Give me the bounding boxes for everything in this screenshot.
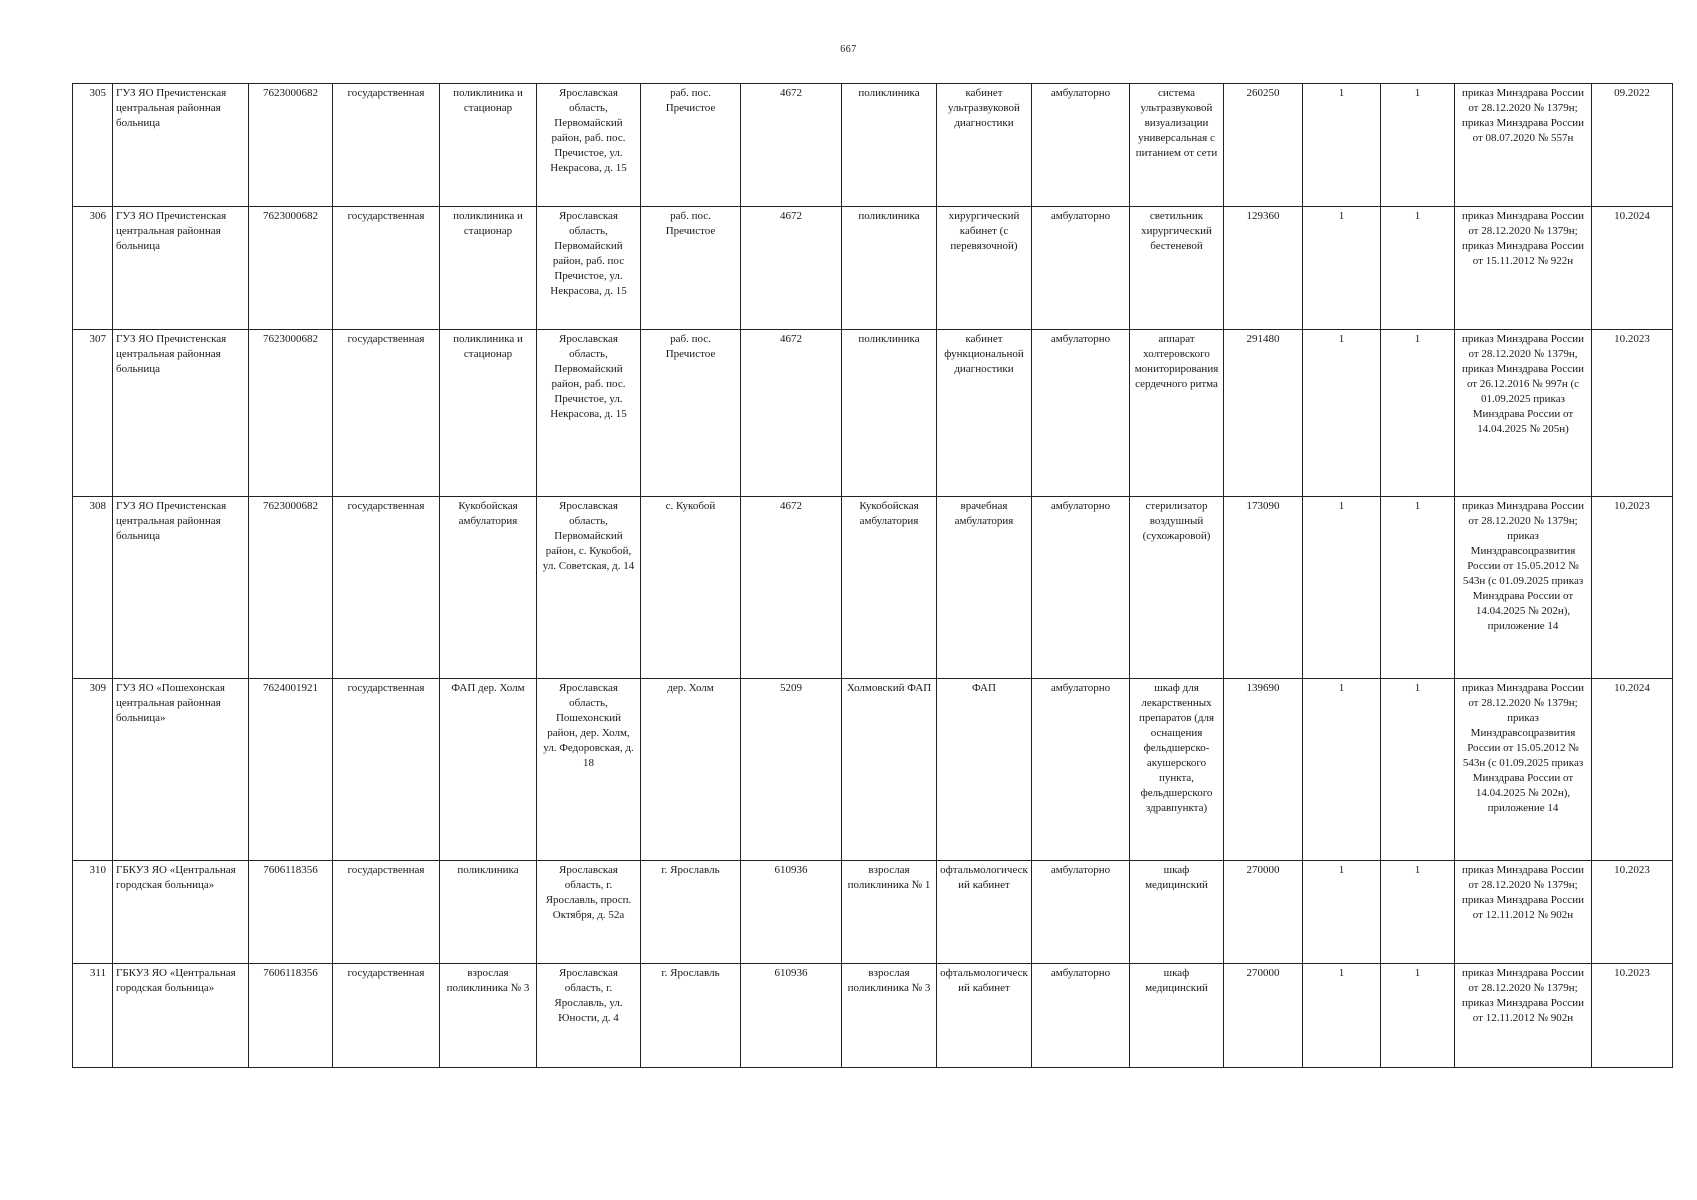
cell-basis: приказ Минздрава России от 28.12.2020 № 1379н; приказ Минздрава России от 12.11.2012 № 902н <box>1455 861 1592 964</box>
cell-room: хирургический кабинет (с перевязочной) <box>937 207 1032 330</box>
cell-ownership-form: государственная <box>333 84 440 207</box>
cell-care-type: амбулаторно <box>1032 497 1130 679</box>
cell-basis: приказ Минздрава России от 28.12.2020 № 1379н; приказ Минздравсоцразвития России от 15.05.2012 № 543н (с 01.09.2025 приказ Минздрава России от 14.04.2025 № 202н), приложение 14 <box>1455 679 1592 861</box>
page-number: 667 <box>840 44 857 55</box>
cell-code: 610936 <box>741 861 842 964</box>
cell-organization: ГУЗ ЯО Пречистенская центральная районная больница <box>113 207 249 330</box>
cell-unit: поликлиника <box>842 84 937 207</box>
cell-row-number: 307 <box>73 330 113 497</box>
cell-settlement: с. Кукобой <box>641 497 741 679</box>
cell-equipment: светильник хирургический бестеневой <box>1130 207 1224 330</box>
cell-code: 4672 <box>741 497 842 679</box>
cell-equipment: шкаф медицинский <box>1130 964 1224 1068</box>
cell-qty-required: 1 <box>1303 207 1381 330</box>
cell-address: Ярославская область, г. Ярославль, ул. Юности, д. 4 <box>537 964 641 1068</box>
cell-settlement: г. Ярославль <box>641 964 741 1068</box>
cell-address: Ярославская область, Первомайский район, раб. пос Пречистое, ул. Некрасова, д. 15 <box>537 207 641 330</box>
cell-qty-planned: 1 <box>1381 679 1455 861</box>
cell-basis: приказ Минздрава России от 28.12.2020 № 1379н; приказ Минздрава России от 08.07.2020 № 557н <box>1455 84 1592 207</box>
cell-care-type: амбулаторно <box>1032 84 1130 207</box>
cell-subdivision: Кукобойская амбулатория <box>440 497 537 679</box>
cell-basis: приказ Минздрава России от 28.12.2020 № 1379н, приказ Минздрава России от 26.12.2016 № 997н (с 01.09.2025 приказ Минздрава России от 14.04.2025 № 205н) <box>1455 330 1592 497</box>
cell-settlement: г. Ярославль <box>641 861 741 964</box>
table-row <box>73 84 1673 207</box>
cell-room: кабинет функциональной диагностики <box>937 330 1032 497</box>
cell-date: 10.2023 <box>1592 330 1673 497</box>
cell-subdivision: взрослая поликлиника № 3 <box>440 964 537 1068</box>
cell-care-type: амбулаторно <box>1032 207 1130 330</box>
cell-qty-planned: 1 <box>1381 330 1455 497</box>
cell-qty-required: 1 <box>1303 861 1381 964</box>
cell-organization: ГБКУЗ ЯО «Центральная городская больница» <box>113 964 249 1068</box>
cell-qty-required: 1 <box>1303 964 1381 1068</box>
cell-care-type: амбулаторно <box>1032 679 1130 861</box>
table-row <box>73 497 1673 679</box>
cell-qty-planned: 1 <box>1381 964 1455 1068</box>
table-row <box>73 330 1673 497</box>
cell-address: Ярославская область, Первомайский район, с. Кукобой, ул. Советская, д. 14 <box>537 497 641 679</box>
cell-row-number: 308 <box>73 497 113 679</box>
cell-inn: 7623000682 <box>249 207 333 330</box>
cell-qty-required: 1 <box>1303 497 1381 679</box>
cell-qty-planned: 1 <box>1381 84 1455 207</box>
cell-row-number: 309 <box>73 679 113 861</box>
cell-room: ФАП <box>937 679 1032 861</box>
cell-qty-planned: 1 <box>1381 497 1455 679</box>
cell-row-number: 310 <box>73 861 113 964</box>
cell-row-number: 306 <box>73 207 113 330</box>
cell-subdivision: ФАП дер. Холм <box>440 679 537 861</box>
cell-organization: ГУЗ ЯО «Пошехонская центральная районная больница» <box>113 679 249 861</box>
cell-equipment-code: 173090 <box>1224 497 1303 679</box>
cell-basis: приказ Минздрава России от 28.12.2020 № 1379н; приказ Минздрава России от 15.11.2012 № 922н <box>1455 207 1592 330</box>
cell-code: 4672 <box>741 84 842 207</box>
cell-ownership-form: государственная <box>333 861 440 964</box>
cell-address: Ярославская область, Пошехонский район, дер. Холм, ул. Федоровская, д. 18 <box>537 679 641 861</box>
cell-settlement: раб. пос. Пречистое <box>641 207 741 330</box>
cell-settlement: раб. пос. Пречистое <box>641 330 741 497</box>
cell-address: Ярославская область, г. Ярославль, просп. Октября, д. 52а <box>537 861 641 964</box>
table-row <box>73 679 1673 861</box>
cell-subdivision: поликлиника и стационар <box>440 330 537 497</box>
cell-settlement: дер. Холм <box>641 679 741 861</box>
cell-date: 09.2022 <box>1592 84 1673 207</box>
cell-date: 10.2023 <box>1592 497 1673 679</box>
cell-equipment-code: 291480 <box>1224 330 1303 497</box>
cell-equipment-code: 139690 <box>1224 679 1303 861</box>
cell-organization: ГУЗ ЯО Пречистенская центральная районная больница <box>113 84 249 207</box>
cell-equipment: аппарат холтеровского мониторирования сердечного ритма <box>1130 330 1224 497</box>
cell-date: 10.2024 <box>1592 207 1673 330</box>
cell-unit: взрослая поликлиника № 1 <box>842 861 937 964</box>
cell-subdivision: поликлиника и стационар <box>440 207 537 330</box>
cell-equipment-code: 270000 <box>1224 964 1303 1068</box>
cell-equipment-code: 260250 <box>1224 84 1303 207</box>
cell-organization: ГУЗ ЯО Пречистенская центральная районная больница <box>113 497 249 679</box>
cell-ownership-form: государственная <box>333 964 440 1068</box>
cell-date: 10.2024 <box>1592 679 1673 861</box>
cell-inn: 7623000682 <box>249 84 333 207</box>
cell-equipment-code: 270000 <box>1224 861 1303 964</box>
cell-room: кабинет ультразвуковой диагностики <box>937 84 1032 207</box>
cell-equipment-code: 129360 <box>1224 207 1303 330</box>
cell-settlement: раб. пос. Пречистое <box>641 84 741 207</box>
cell-equipment: шкаф медицинский <box>1130 861 1224 964</box>
cell-ownership-form: государственная <box>333 330 440 497</box>
cell-basis: приказ Минздрава России от 28.12.2020 № 1379н; приказ Минздравсоцразвития России от 15.05.2012 № 543н (с 01.09.2025 приказ Минздрава России от 14.04.2025 № 202н), приложение 14 <box>1455 497 1592 679</box>
cell-unit: поликлиника <box>842 330 937 497</box>
cell-inn: 7624001921 <box>249 679 333 861</box>
cell-ownership-form: государственная <box>333 207 440 330</box>
cell-ownership-form: государственная <box>333 497 440 679</box>
cell-care-type: амбулаторно <box>1032 861 1130 964</box>
cell-organization: ГБКУЗ ЯО «Центральная городская больница» <box>113 861 249 964</box>
cell-equipment: стерилизатор воздушный (сухожаровой) <box>1130 497 1224 679</box>
cell-code: 4672 <box>741 207 842 330</box>
cell-organization: ГУЗ ЯО Пречистенская центральная районная больница <box>113 330 249 497</box>
cell-code: 4672 <box>741 330 842 497</box>
cell-unit: поликлиника <box>842 207 937 330</box>
cell-unit: взрослая поликлиника № 3 <box>842 964 937 1068</box>
cell-care-type: амбулаторно <box>1032 964 1130 1068</box>
cell-unit: Кукобойская амбулатория <box>842 497 937 679</box>
cell-equipment: шкаф для лекарственных препаратов (для оснащения фельдшерско-акушерского пункта, фельдшерского здравпункта) <box>1130 679 1224 861</box>
cell-code: 610936 <box>741 964 842 1068</box>
cell-row-number: 311 <box>73 964 113 1068</box>
cell-qty-required: 1 <box>1303 679 1381 861</box>
cell-subdivision: поликлиника <box>440 861 537 964</box>
equipment-register-table <box>72 83 1673 1068</box>
cell-ownership-form: государственная <box>333 679 440 861</box>
cell-qty-required: 1 <box>1303 84 1381 207</box>
cell-inn: 7623000682 <box>249 330 333 497</box>
cell-date: 10.2023 <box>1592 861 1673 964</box>
cell-subdivision: поликлиника и стационар <box>440 84 537 207</box>
cell-qty-required: 1 <box>1303 330 1381 497</box>
cell-equipment: система ультразвуковой визуализации универсальная с питанием от сети <box>1130 84 1224 207</box>
cell-room: офтальмологический кабинет <box>937 964 1032 1068</box>
cell-row-number: 305 <box>73 84 113 207</box>
cell-qty-planned: 1 <box>1381 207 1455 330</box>
cell-room: врачебная амбулатория <box>937 497 1032 679</box>
cell-unit: Холмовский ФАП <box>842 679 937 861</box>
cell-care-type: амбулаторно <box>1032 330 1130 497</box>
table-row <box>73 207 1673 330</box>
cell-inn: 7606118356 <box>249 861 333 964</box>
cell-inn: 7606118356 <box>249 964 333 1068</box>
cell-date: 10.2023 <box>1592 964 1673 1068</box>
cell-code: 5209 <box>741 679 842 861</box>
table-row <box>73 861 1673 964</box>
cell-inn: 7623000682 <box>249 497 333 679</box>
cell-address: Ярославская область, Первомайский район, раб. пос. Пречистое, ул. Некрасова, д. 15 <box>537 330 641 497</box>
cell-qty-planned: 1 <box>1381 861 1455 964</box>
cell-room: офтальмологический кабинет <box>937 861 1032 964</box>
cell-address: Ярославская область, Первомайский район, раб. пос. Пречистое, ул. Некрасова, д. 15 <box>537 84 641 207</box>
table-row <box>73 964 1673 1068</box>
cell-basis: приказ Минздрава России от 28.12.2020 № 1379н; приказ Минздрава России от 12.11.2012 № 902н <box>1455 964 1592 1068</box>
